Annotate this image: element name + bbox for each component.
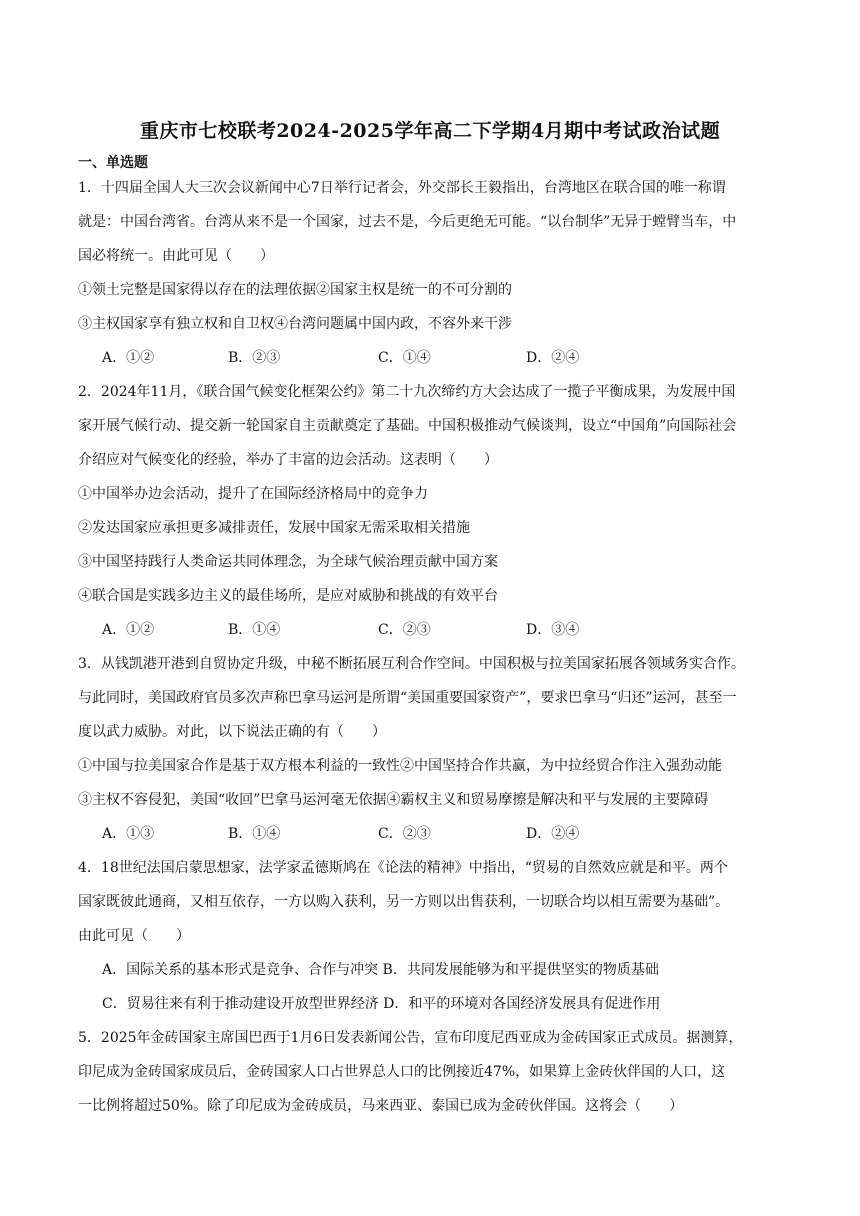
- question-text: 与此同时，美国政府官员多次声称巴拿马运河是所谓“美国重要国家资产”，要求巴拿马“归还”运河，甚至一: [78, 690, 737, 706]
- option-b: B．①④: [228, 826, 281, 842]
- answer-options-line: C．贸易往来有利于推动建设开放型世界经济 D．和平的环境对各国经济发展具有促进作用: [102, 996, 661, 1012]
- section-heading: 一、单选题: [78, 155, 148, 171]
- option-a: A．①③: [102, 826, 155, 842]
- question-text: 国家既彼此通商，又相互依存，一方以购入获利，另一方则以出售获利，一切联合均以相互需要为基础”。: [78, 894, 730, 910]
- document-title: 重庆市七校联考2024-2025学年高二下学期4月期中考试政治试题: [139, 120, 721, 142]
- question-text: 国必将统一。由此可见（ ）: [78, 248, 274, 264]
- statement-line: ③主权国家享有独立权和自卫权④台湾问题属中国内政，不容外来干涉: [78, 316, 512, 332]
- statement-line: ③主权不容侵犯，美国“收回”巴拿马运河毫无依据④霸权主义和贸易摩擦是解决和平与发展的主要障碍: [78, 792, 709, 808]
- question-text: 1．十四届全国人大三次会议新闻中心7日举行记者会，外交部长王毅指出，台湾地区在联合国的唯一称谓: [78, 180, 726, 196]
- question-text: 度以武力威胁。对此，以下说法正确的有（ ）: [78, 724, 386, 740]
- statement-line: ③中国坚持践行人类命运共同体理念，为全球气候治理贡献中国方案: [78, 554, 498, 570]
- question-text: 家开展气候行动、提交新一轮国家自主贡献奠定了基础。中国积极推动气候谈判，设立“中国角”向国际社会: [78, 418, 737, 434]
- option-c: C．②③: [378, 826, 431, 842]
- option-b: B．②③: [228, 350, 281, 366]
- option-c: C．②③: [378, 622, 431, 638]
- question-text: 一比例将超过50%。除了印尼成为金砖成员，马来西亚、泰国已成为金砖伙伴国。这将会（ ）: [78, 1098, 684, 1114]
- question-text: 2．2024年11月，《联合国气候变化框架公约》第二十九次缔约方大会达成了一揽子平衡成果，为发展中国: [78, 384, 736, 400]
- question-text: 介绍应对气候变化的经验，举办了丰富的边会活动。这表明（ ）: [78, 452, 498, 468]
- question-text: 4．18世纪法国启蒙思想家，法学家孟德斯鸠在《论法的精神》中指出，“贸易的自然效应就是和平。两个: [78, 860, 728, 876]
- option-b: B．①④: [228, 622, 281, 638]
- question-text: 由此可见（ ）: [78, 928, 190, 944]
- statement-line: ①中国与拉美国家合作是基于双方根本利益的一致性②中国坚持合作共赢，为中拉经贸合作注入强劲动能: [78, 758, 722, 774]
- option-d: D．②④: [526, 350, 580, 366]
- option-d: D．②④: [526, 826, 580, 842]
- option-d: D．③④: [526, 622, 580, 638]
- option-a: A．①②: [102, 622, 155, 638]
- question-text: 就是：中国台湾省。台湾从来不是一个国家，过去不是，今后更绝无可能。“以台制华”无异于螳臂当车，中: [78, 214, 737, 230]
- answer-options-line: A．国际关系的基本形式是竞争、合作与冲突 B．共同发展能够为和平提供坚实的物质基础: [102, 962, 659, 978]
- statement-line: ①中国举办边会活动，提升了在国际经济格局中的竞争力: [78, 486, 428, 502]
- statement-line: ①领土完整是国家得以存在的法理依据②国家主权是统一的不可分割的: [78, 282, 512, 298]
- question-text: 印尼成为金砖国家成员后，金砖国家人口占世界总人口的比例接近47%，如果算上金砖伙伴国的人口，这: [78, 1064, 726, 1080]
- option-c: C．①④: [378, 350, 431, 366]
- question-text: 3．从钱凯港开港到自贸协定升级，中秘不断拓展互利合作空间。中国积极与拉美国家拓展各领域务实合作。: [78, 656, 745, 672]
- option-a: A．①②: [102, 350, 155, 366]
- question-text: 5．2025年金砖国家主席国巴西于1月6日发表新闻公告，宣布印度尼西亚成为金砖国家正式成员。据测算，: [78, 1030, 743, 1046]
- statement-line: ④联合国是实践多边主义的最佳场所，是应对威胁和挑战的有效平台: [78, 588, 498, 604]
- statement-line: ②发达国家应承担更多减排责任，发展中国家无需采取相关措施: [78, 520, 470, 536]
